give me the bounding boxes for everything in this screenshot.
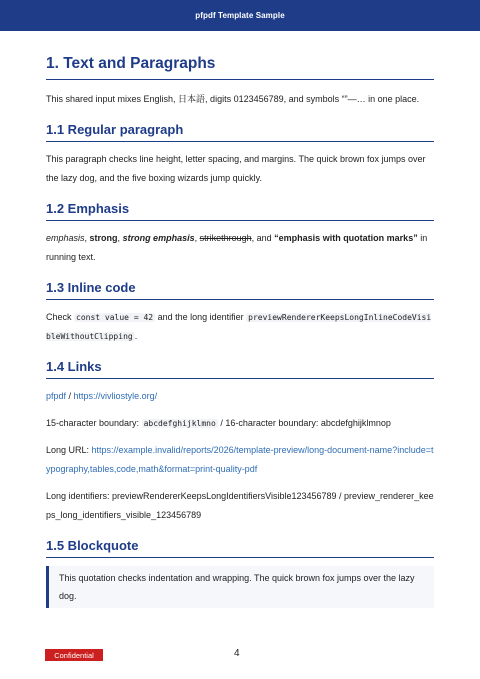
link-vivliostyle[interactable]: https://vivliostyle.org/ bbox=[73, 391, 158, 401]
separator: , and bbox=[251, 233, 275, 243]
paragraph-inline-code bbox=[46, 308, 434, 346]
blockquote bbox=[46, 566, 434, 608]
paragraph-emphasis bbox=[46, 229, 434, 267]
text-run: Check bbox=[46, 312, 75, 322]
text-run: and the long identifier bbox=[155, 312, 247, 322]
paragraph-mixed-input: This shared input mixes English, 日本語, digits 0123456789, and symbols “”—… in one place. bbox=[46, 94, 420, 104]
document-body bbox=[46, 55, 434, 608]
blockquote-text: This quotation checks indentation and wrapping. The quick brown fox jumps over the lazy dog. bbox=[59, 573, 415, 601]
strong-emphasis-text: strong emphasis bbox=[122, 233, 195, 243]
boundary-code: abcdefghijklmno bbox=[143, 419, 216, 428]
page-header-bar bbox=[0, 0, 480, 31]
section-heading-1-5: 1.5 Blockquote bbox=[46, 538, 434, 558]
separator: , bbox=[84, 233, 90, 243]
paragraph-long-url bbox=[46, 441, 434, 479]
text-run: 15-character boundary: bbox=[46, 418, 142, 428]
separator: / bbox=[66, 391, 74, 401]
paragraph-long-identifiers: Long identifiers: previewRendererKeepsLongIdentifiersVisible123456789 / preview_renderer_keeps_long_identifiers_visible_123456789 bbox=[46, 491, 434, 520]
confidential-badge bbox=[45, 649, 103, 661]
header-title: pfpdf Template Sample bbox=[195, 11, 285, 20]
confidential-label: Confidential bbox=[54, 650, 94, 660]
section-heading-1: 1. Text and Paragraphs bbox=[46, 55, 434, 80]
section-heading-1-4: 1.4 Links bbox=[46, 359, 434, 379]
strikethrough-text: strikethrough bbox=[199, 233, 252, 243]
paragraph-regular: This paragraph checks line height, letter spacing, and margins. The quick brown fox jumps over the lazy dog, and the five boxing wizards jump quickly. bbox=[46, 154, 426, 183]
link-long-url[interactable]: https://example.invalid/reports/2026/template-preview/long-document-name?include=typography,tables,code,math&format=print-quality-pdf bbox=[46, 445, 434, 474]
separator: , bbox=[194, 233, 200, 243]
page-number: 4 bbox=[234, 648, 240, 659]
inline-code-value: const value = 42 bbox=[76, 313, 154, 322]
text-run: . bbox=[134, 331, 138, 341]
paragraph-boundary bbox=[46, 414, 434, 433]
long-url-label: Long URL: bbox=[46, 445, 92, 455]
section-heading-1-2: 1.2 Emphasis bbox=[46, 201, 434, 221]
section-heading-1-1: 1.1 Regular paragraph bbox=[46, 122, 434, 142]
strong-text: strong bbox=[89, 233, 118, 243]
section-heading-1-3: 1.3 Inline code bbox=[46, 280, 434, 300]
emphasis-tail: in running text. bbox=[46, 233, 428, 262]
link-pfpdf[interactable]: pfpdf bbox=[46, 391, 67, 401]
emphasis-text: emphasis bbox=[46, 233, 85, 243]
inline-code-identifier: previewRendererKeepsLongInlineCodeVisibleWithoutClipping bbox=[46, 313, 432, 341]
paragraph-links bbox=[46, 387, 434, 406]
separator: , bbox=[117, 233, 123, 243]
quoted-strong-text: “emphasis with quotation marks” bbox=[274, 233, 418, 243]
text-run: / 16-character boundary: abcdefghijklmnop bbox=[217, 418, 391, 428]
